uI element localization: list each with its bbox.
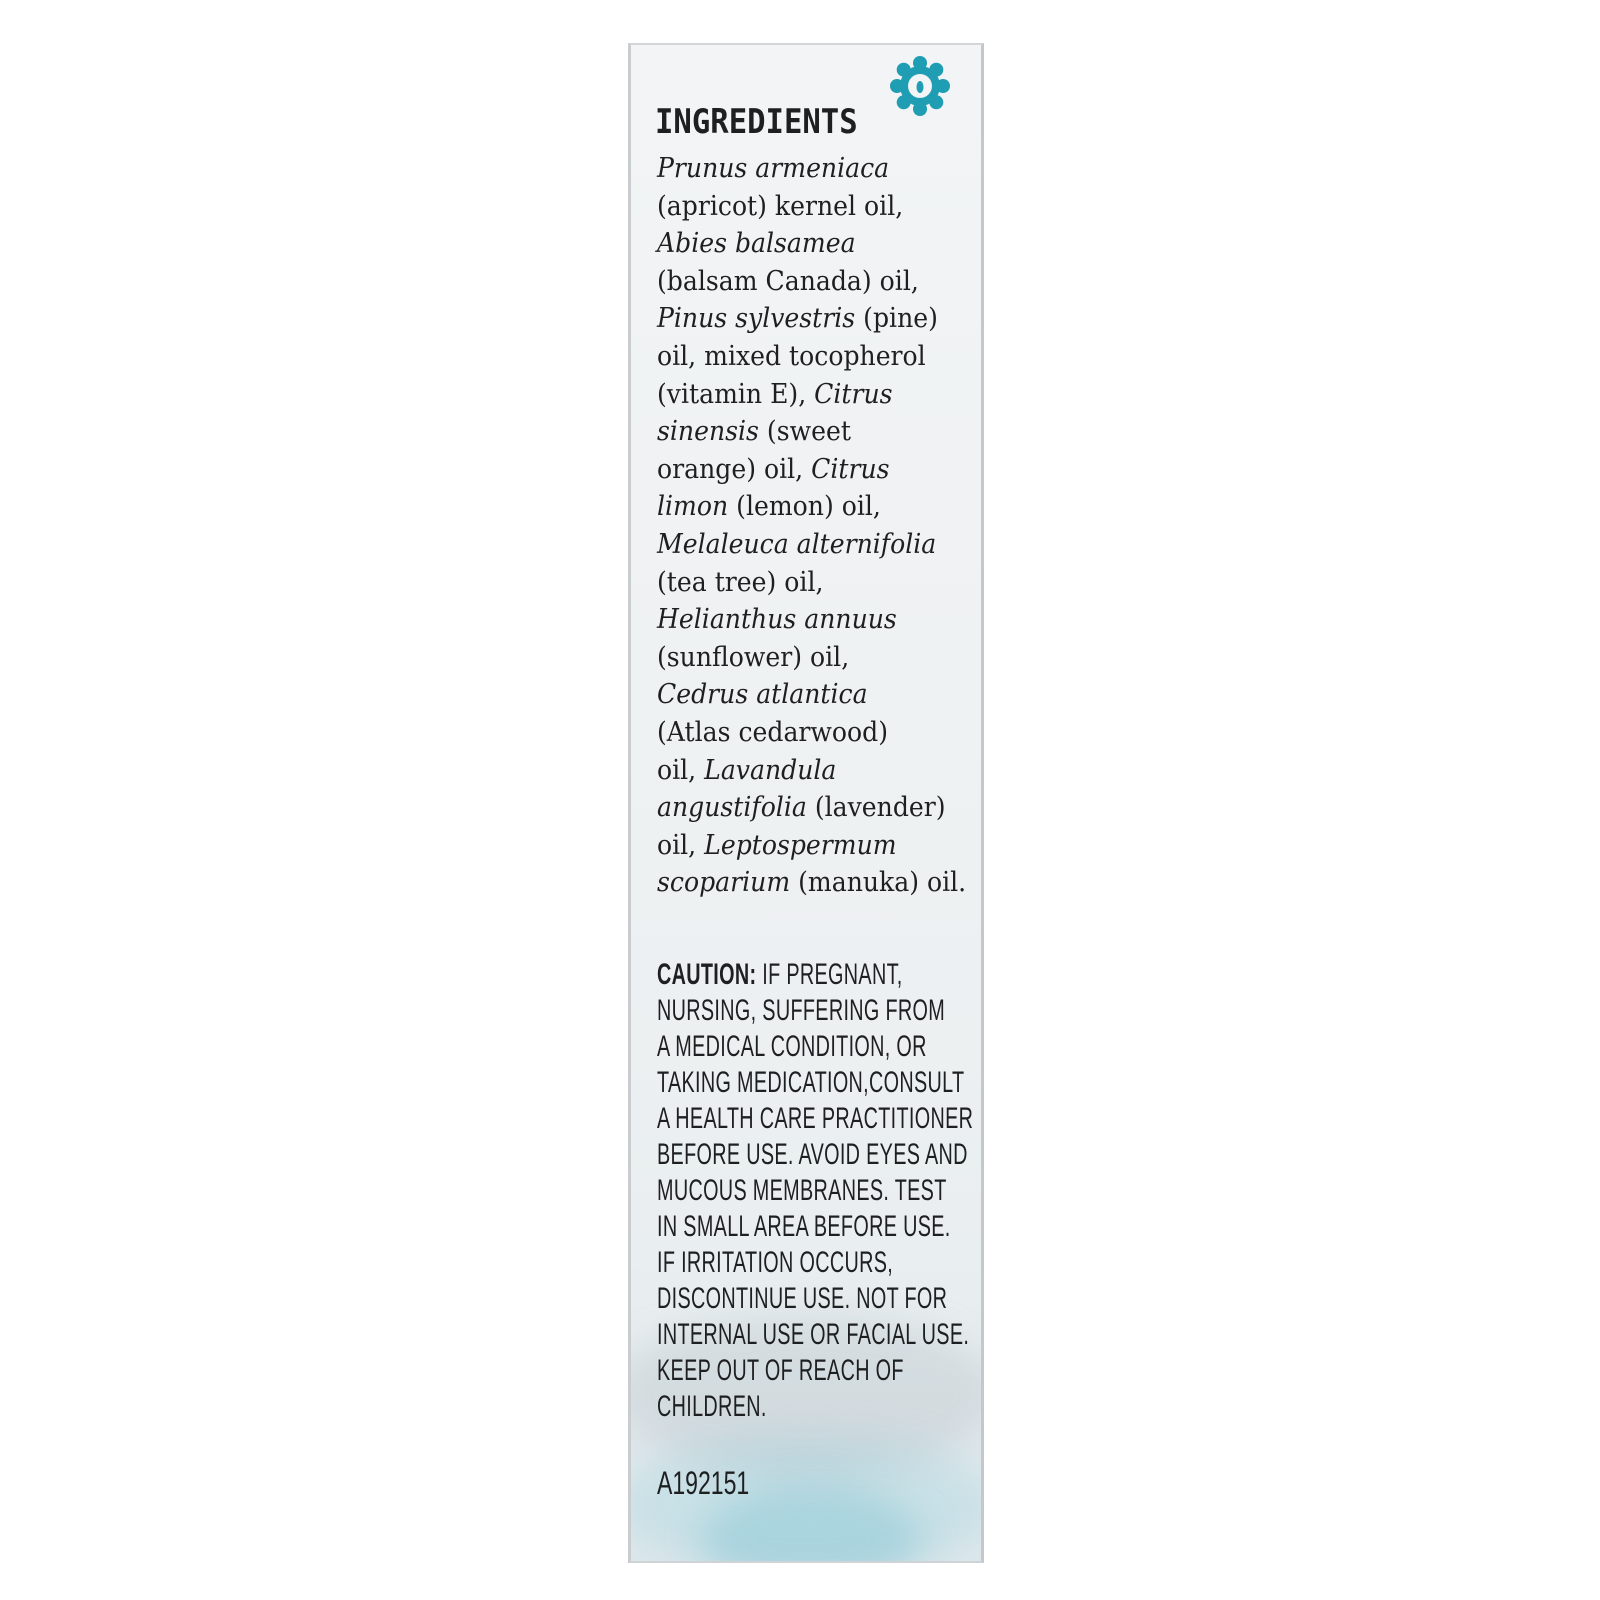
ingredients-list [657,150,967,902]
ingredient-line [657,564,964,602]
caution-text: IF IRRITATION OCCURS, [657,1246,894,1279]
caution-line [657,1209,951,1245]
ingredient-latin-name: Lavandula [704,754,837,786]
ingredient-latin-name: Helianthus annuus [657,604,897,636]
ingredient-text: (vitamin E), [657,378,815,410]
ingredient-line [657,338,964,376]
ingredient-latin-name: limon [657,491,729,523]
caution-text: DISCONTINUE USE. NOT FOR [657,1282,948,1315]
ingredient-line [657,376,964,414]
caution-line [657,1065,965,1101]
caution-line [657,1137,968,1173]
caution-text: A HEALTH CARE PRACTITIONER [657,1102,974,1135]
caution-line [657,993,946,1029]
caution-text: A MEDICAL CONDITION, OR [657,1030,927,1063]
ingredient-latin-name: Pinus sylvestris [657,303,856,335]
ingredient-latin-name: sinensis [657,416,759,448]
ingredient-latin-name: Citrus [814,378,893,410]
ingredient-text: orange) oil, [657,453,812,485]
ingredient-line [657,413,964,451]
ingredient-latin-name: Prunus armeniaca [657,153,890,184]
caution-text: INTERNAL USE OR FACIAL USE. [657,1318,970,1351]
caution-text: IN SMALL AREA BEFORE USE. [657,1210,951,1243]
ingredient-text: (pine) [855,303,938,335]
ingredient-line [657,526,964,564]
ingredient-text: oil, mixed tocopherol [657,340,926,372]
ingredient-line [657,639,964,677]
ingredient-line [657,752,964,790]
ingredient-text: oil, [657,754,705,786]
ingredient-line [657,188,964,226]
ingredient-latin-name: scoparium [657,867,791,899]
caution-line [657,1389,921,1425]
ingredient-text: (Atlas cedarwood) [657,716,889,748]
caution-line [657,1281,948,1317]
ingredient-text: (lemon) oil, [728,491,881,523]
ingredient-line [657,601,964,639]
gear-flower-icon [889,55,951,117]
ingredient-latin-name: Cedrus atlantica [657,679,868,711]
product-box-side-panel [628,43,984,1563]
caution-warning [657,957,974,1425]
caution-text: BEFORE USE. AVOID EYES AND [657,1138,968,1171]
ingredient-line [657,263,964,301]
lot-code: A192151 [657,1465,750,1501]
ingredients-heading: INGREDIENTS [655,102,858,142]
caution-line [657,1245,921,1281]
ingredient-latin-name: Melaleuca alternifolia [657,528,937,560]
ingredient-line [657,150,964,188]
ingredient-line [657,225,964,263]
ingredient-line [657,676,964,714]
ingredient-latin-name: Citrus [811,453,890,485]
ingredient-line [657,864,967,902]
caution-text: KEEP OUT OF REACH OF [657,1354,904,1387]
ingredient-text: oil, [657,829,705,861]
ingredient-text: (apricot) kernel oil, [657,190,904,222]
ingredient-line [657,714,964,752]
ingredient-latin-name: Leptospermum [704,829,897,861]
caution-text: MUCOUS MEMBRANES. TEST [657,1174,947,1207]
ingredient-latin-name: Abies balsamea [657,228,856,260]
ingredient-text: (balsam Canada) oil, [657,265,919,297]
ingredient-line [657,451,964,489]
caution-line [657,1101,974,1137]
ingredient-latin-name: angustifolia [657,792,807,824]
ingredient-line [657,789,964,827]
caution-line [657,1173,947,1209]
caution-line [657,1353,921,1389]
ingredient-text: (tea tree) oil, [657,566,824,598]
caution-text: NURSING, SUFFERING FROM [657,994,946,1027]
ingredient-text: (manuka) oil. [790,867,967,899]
caution-line [657,1317,970,1353]
ingredient-line [657,827,964,865]
caution-label: CAUTION: [657,958,757,991]
caution-line [657,1029,927,1065]
ingredient-line [657,300,964,338]
ingredient-text: (lavender) [806,792,946,824]
caution-line [657,957,921,993]
caution-text: CHILDREN. [657,1390,767,1423]
ingredient-text: (sweet [758,416,851,448]
caution-text: IF PREGNANT, [756,958,903,991]
caution-text: TAKING MEDICATION,CONSULT [657,1066,965,1099]
ingredient-text: (sunflower) oil, [657,641,850,673]
ingredient-line [657,488,964,526]
